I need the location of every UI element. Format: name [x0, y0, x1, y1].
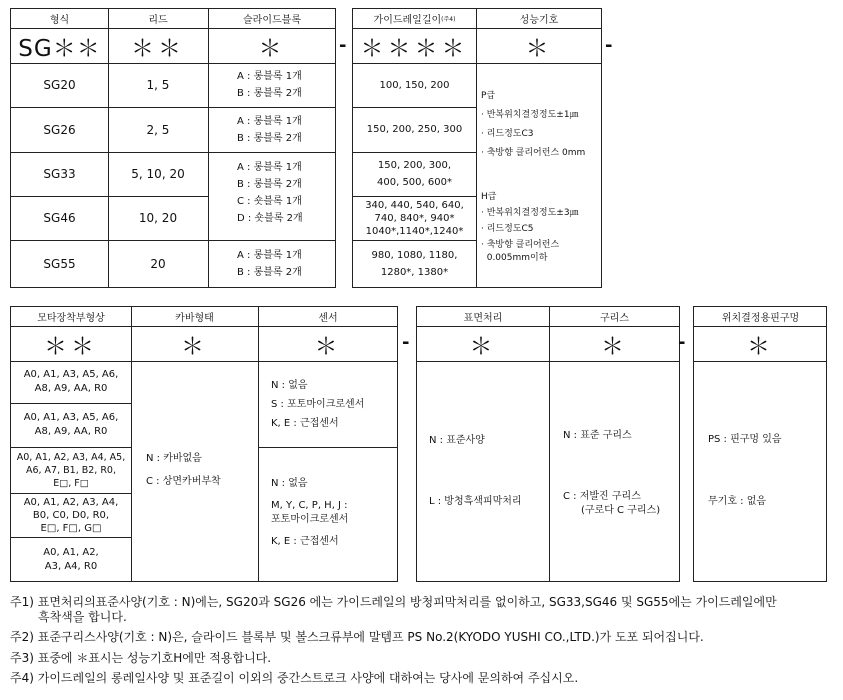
code-lead: ＊＊	[131, 35, 185, 62]
surface-standard: N : 표준사양	[429, 434, 485, 446]
code-motor: ＊＊	[44, 333, 98, 360]
code-rail-length: ＊＊＊＊	[360, 35, 469, 62]
motor-cover-sensor-table	[10, 306, 398, 582]
separator-dash: -	[402, 332, 410, 353]
row-block: A : 롱블록 1개 B : 롱블록 2개	[237, 71, 302, 99]
surface-coating: L : 방청흑색피막처리	[429, 495, 522, 507]
separator-dash: -	[605, 35, 613, 56]
row-lead: 20	[150, 257, 166, 271]
grade-h-block: H급 · 반복위치결정정도±3㎛ · 리드정도C5 · 축방향 클리어런스 0.005mm이하	[481, 192, 579, 263]
row-type: SG55	[43, 257, 76, 271]
footnote-1: 주1) 표면처리의표준사양(기호 : N)에는, SG20과 SG26 에는 가이드레일의 방청피막처리를 없이하고, SG33,SG46 및 SG55에는 가이드레일에만 흑착색을 합니다.	[10, 595, 777, 624]
motor-row: A0, A1, A2, A3, A4, R0	[43, 546, 99, 572]
grease-low-dust: C : 저발진 구리스 (구로다 C 구리스)	[563, 491, 661, 516]
row-type: SG33	[43, 167, 76, 181]
header-grease: 구리스	[549, 307, 680, 327]
header-pin-hole: 위치결정용핀구멍	[694, 307, 827, 327]
code-cover: ＊	[181, 333, 208, 360]
row-type: SG20	[43, 78, 76, 92]
row-block: A : 롱블록 1개 B : 롱블록 2개	[237, 250, 302, 278]
code-grade: ＊	[525, 35, 553, 62]
rail-length-cell: 150, 200, 250, 300	[366, 124, 463, 135]
rail-length-cell: 980, 1080, 1180, 1280*, 1380*	[371, 250, 458, 278]
sensor-options-a: N : 없음 S : 포토마이크로센서 K, E : 근접센서	[271, 379, 365, 429]
row-type: SG26	[43, 122, 76, 137]
row-lead: 1, 5	[146, 78, 170, 92]
rail-grade-table	[352, 8, 602, 288]
code-grease: ＊	[601, 333, 628, 360]
header-grade: 성능기호	[476, 9, 602, 29]
motor-row: A0, A1, A3, A5, A6, A8, A9, AA, R0	[23, 412, 119, 437]
header-type: 형식	[11, 9, 108, 29]
row-lead: 5, 10, 20	[131, 167, 185, 181]
row-block: A : 롱블록 1개 B : 롱블록 2개	[237, 115, 302, 144]
pin-hole-yes: PS : 핀구멍 있음	[708, 433, 782, 445]
row-block: A : 롱블록 1개 B : 롱블록 2개 C : 숏블록 1개 D : 숏블록 2개	[237, 162, 303, 224]
top-spec-table	[10, 8, 336, 288]
separator-dash: -	[678, 332, 686, 353]
motor-row: A0, A1, A3, A5, A6, A8, A9, AA, R0	[23, 369, 119, 394]
sensor-options-b: N : 없음 M, Y, C, P, H, J : 포토마이크로센서 K, E : 근접센서	[271, 478, 349, 547]
row-lead: 10, 20	[138, 211, 178, 225]
rail-length-cell: 340, 440, 540, 640, 740, 840*, 940* 1040*,1140*,1240*	[365, 199, 464, 237]
row-type: SG46	[43, 211, 76, 225]
header-sensor: 센서	[258, 307, 398, 327]
motor-row: A0, A1, A2, A3, A4, A5, A6, A7, B1, B2, R0, E□, F□	[16, 451, 126, 489]
header-cover: 카바형태	[131, 307, 258, 327]
code-pin-hole: ＊	[747, 333, 774, 360]
footnote-4: 주4) 가이드레일의 롱레일사양 및 표준길이 이외의 중간스트로크 사양에 대하여는 당사에 문의하여 주십시오.	[10, 671, 579, 685]
code-slide-block: ＊	[258, 35, 286, 62]
pin-hole-none: 무기호 : 없음	[708, 495, 767, 507]
header-surface: 표면처리	[417, 307, 549, 327]
cover-options: N : 카바없음 C : 상면카버부착	[146, 453, 221, 487]
row-lead: 2, 5	[146, 122, 170, 137]
grease-standard: N : 표준 구리스	[563, 429, 632, 441]
grade-p-block: P급 · 반복위치결정정도±1㎛ · 리드정도C3 · 축방향 클리어런스 0mm	[481, 91, 586, 158]
pin-hole-table	[693, 306, 827, 582]
code-sensor: ＊	[314, 333, 342, 360]
header-rail-length: 가이드레일길이 (주4)	[353, 9, 476, 29]
code-surface: ＊	[469, 333, 497, 360]
separator-dash: -	[339, 35, 347, 56]
header-motor: 모타장착부형상	[11, 307, 131, 327]
rail-length-cell: 100, 150, 200	[379, 79, 450, 91]
rail-length-cell: 150, 200, 300, 400, 500, 600*	[377, 160, 452, 188]
surface-grease-table	[416, 306, 680, 582]
footnote-2: 주2) 표준구리스사양(기호 : N)은, 슬라이드 블록부 및 볼스크류부에 말템프 PS No.2(KYODO YUSHI CO.,LTD.)가 도포 되어집니다.	[10, 630, 704, 644]
header-slide-block: 슬라이드블록	[208, 9, 336, 29]
motor-row: A0, A1, A2, A3, A4, B0, C0, D0, R0, E□, F□, G□	[23, 496, 119, 534]
header-lead: 리드	[108, 9, 208, 29]
code-type: SG＊＊	[18, 35, 101, 62]
footnote-3: 주3) 표중에 ＊표시는 성능기호H에만 적용합니다.	[10, 651, 272, 665]
